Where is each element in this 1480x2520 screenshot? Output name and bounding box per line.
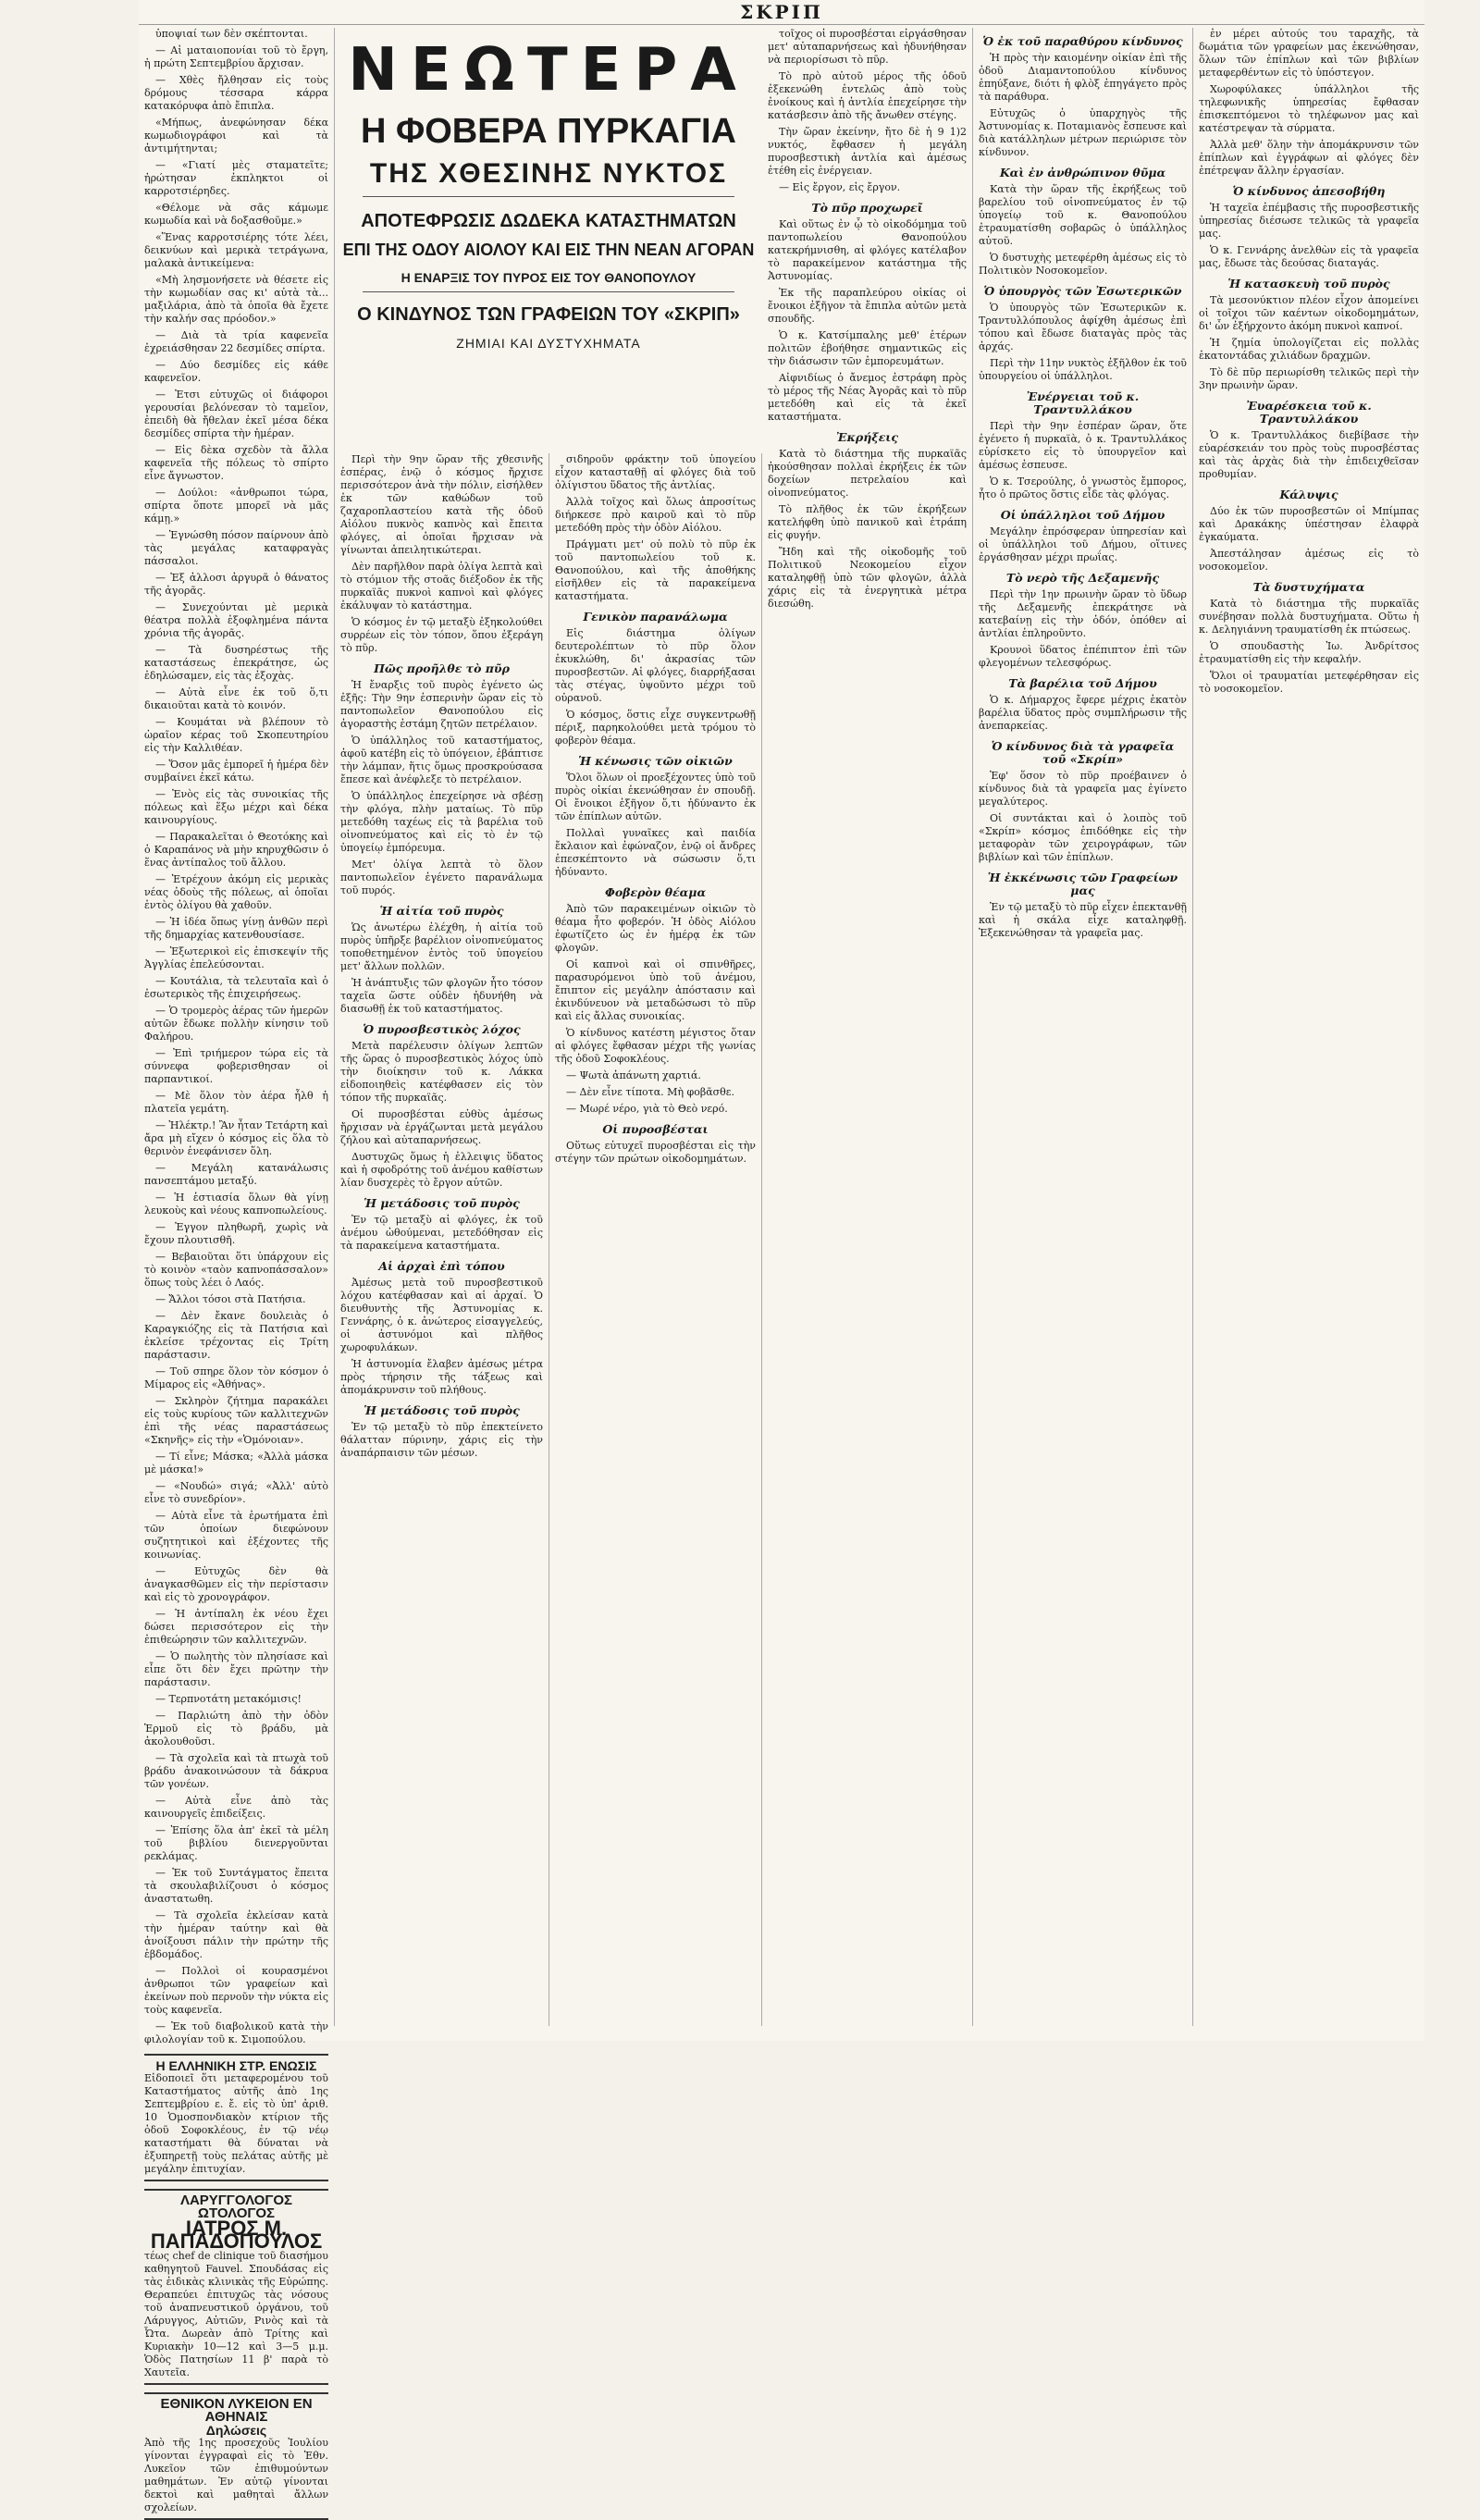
article-paragraph: Μετ' ὀλίγα λεπτὰ τὸ ὅλον παντοπωλεῖον ἐγένετο παρανάλωμα τοῦ πυρός. [340, 859, 543, 896]
article-paragraph: — Μωρέ νέρο, γιὰ τὸ Θεὸ νερό. [566, 1103, 728, 1115]
article-paragraph: Ἡ ταχεῖα ἐπέμβασις τῆς πυροσβεστικῆς ὑπηρεσίας διέσωσε τελικῶς τὰ γραφεῖα μας. [1199, 202, 1419, 240]
article-paragraph: Ὁ ὑπάλληλος ἐπεχείρησε νὰ σβέσῃ τὴν φλόγα, πλὴν ματαίως. Τὸ πῦρ μετεδόθη ταχέως εἰς τὰ βαρέλια τοῦ οἰνοπνεύματος καὶ εἰς τὸ ἐν τῷ ὑπογείῳ ἐμπόρευμα. [340, 790, 543, 854]
brief-paragraph: — Κουτάλια, τὰ τελευταῖα καὶ ὁ ἐσωτερικὸς τῆς ἐπιχειρήσεως. [144, 975, 328, 1000]
article-paragraph: Ἡ ἔναρξις τοῦ πυρὸς ἐγένετο ὡς ἐξῆς: Τὴν 9ην ἑσπερινὴν ὥραν εἰς τὸ παντοπωλεῖον Θανοπούλου εἰς ἀγοραστὴς ἐστάμη ζητῶν πετρέλαιον. [340, 679, 543, 730]
brief-paragraph: — Κουμάται νὰ βλέπουν τὸ ὡραῖον κέρας τοῦ Σκοπευτηρίου εἰς τὴν Καλλιθέαν. [144, 716, 328, 754]
article-paragraph: — Εἰς ἔργον, εἰς ἔργον. [779, 181, 901, 193]
headline-block [335, 28, 762, 453]
column-4 [762, 28, 973, 2026]
article-paragraph: Τὴν ὥραν ἐκείνην, ἤτο δὲ ἡ 9 1)2 νυκτός, ἔφθασεν ἡ μεγάλη πυροσβεστικὴ ἀντλία καὶ ἀμέσως ἐτέθη εἰς ἐνέργειαν. [768, 126, 967, 177]
brief-paragraph: «Μήπως, ἀνεφώνησαν δέκα κωμωδιογράφοι καὶ τὰ ἀντιμήτηνται; [144, 117, 328, 154]
article-paragraph: Οἱ πυροσβέσται εὐθὺς ἀμέσως ἤρχισαν νὰ ἐργάζωνται μετὰ μεγάλου ζήλου καὶ αὐταπαρνήσεως. [340, 1108, 543, 1146]
subheading: Κάλυψις [1279, 488, 1338, 501]
article-paragraph: Ἐν τῷ μεταξὺ αἱ φλόγες, ἐκ τοῦ ἀνέμου ὠθούμεναι, μετεδόθησαν εἰς τὰ παρακείμενα καταστήματα. [340, 1214, 543, 1252]
brief-paragraph: — Εὐτυχῶς δὲν θὰ ἀναγκασθῶμεν εἰς τὴν περίστασιν καὶ εἰς τὸ χρονογράφον. [144, 1565, 328, 1603]
notice-box [144, 2054, 328, 2181]
article-paragraph: ἐν μέρει αὐτούς του ταραχῆς, τὰ δωμάτια τῶν γραφείων μας ἐκενώθησαν, ὅλων τῶν ἐπίπλων καὶ τῶν βιβλίων μεταφερθέντων εἰς τὸ ὑπόστεγον. [1199, 28, 1419, 79]
brief-paragraph: «Θέλομε νὰ σᾶς κάμωμε κωμωδία καὶ νὰ δοξασθοῦμε.» [144, 202, 328, 227]
doctor-ad [144, 2189, 328, 2385]
brief-paragraph: — Τοῦ σπηρε ὅλον τὸν κόσμον ὁ Μίμαρος εἰς «Ἀθήνας». [144, 1365, 328, 1390]
brief-paragraph: — Εἰς δὲκα σχεδὸν τὰ ἄλλα καφενεῖα τῆς πόλεως τὸ σπίρτο εἶνε ἄγνωστον. [144, 444, 328, 482]
article-paragraph: Κατὰ τὴν ὥραν τῆς ἐκρήξεως τοῦ βαρελίου τοῦ οἰνοπνεύματος ἐν τῷ ὑπογείῳ τοῦ κ. Θανοπούλου ἐτραυματίσθη σοβαρῶς ὁ ὑπάλληλος αὐτοῦ. [979, 183, 1187, 247]
ad2-text: Ἀπὸ τῆς 1ης προσεχοῦς Ἰουλίου γίνονται ἐγγραφαὶ εἰς τὸ Ἐθν. Λυκεῖον τῶν ἐπιθυμούντων μαθημάτων. Ἐν αὐτῷ γίνονται δεκτοὶ καὶ μαθηταὶ ἄλλων σχολείων. [144, 2437, 328, 2514]
notice-title: Η ΕΛΛΗΝΙΚΗ ΣΤΡ. ΕΝΩΣΙΣ [155, 2058, 317, 2073]
article-paragraph: Εὐτυχῶς ὁ ὑπαρχηγὸς τῆς Ἀστυνομίας κ. Ποταμιανὸς ἔσπευσε καὶ διὰ κατάλληλων μέτρων περιώρισε τὸν κίνδυνον. [979, 107, 1187, 158]
subheading: Τὸ νερὸ τῆς Δεξαμενῆς [1005, 571, 1160, 585]
subheading: Οἱ πυροσβέσται [602, 1122, 709, 1136]
brief-paragraph: — Αὐτὰ εἶνε ἐκ τοῦ ὅ,τι δικαιοῦται κατὰ τὸ κοινόν. [144, 686, 328, 711]
article-paragraph: Ἀλλὰ μεθ' ὅλην τὴν ἀπομάκρυνσιν τῶν ἐπίπλων καὶ ἐγγράφων αἱ φλόγες δὲν ἐπέτρεψαν ἄλλην ἐργασίαν. [1199, 139, 1419, 177]
ad2-title: ΕΘΝΙΚΟΝ ΛΥΚΕΙΟΝ ΕΝ ΑΘΗΝΑΙΣ [160, 2396, 313, 2425]
article-paragraph: Τὸ πρὸ αὐτοῦ μέρος τῆς ὁδοῦ ἐξεκενώθη ἐντελῶς ἀπὸ τοὺς ἐνοίκους καὶ ἡ ἀντλία ἐπεχείρησε τὴν κατάσβεσιν ἀπὸ τῆς ἄνωθεν στέγης. [768, 70, 967, 121]
brief-paragraph: — Ἐξωτερικοὶ εἰς ἐπισκεψίν τῆς Ἀγγλίας ἐπελεύσονται. [144, 945, 328, 970]
article-paragraph: Ὁ κ. Τσερούλης, ὁ γνωστὸς ἔμπορος, ἦτο ὁ πρῶτος ὅστις εἶδε τὰς φλόγας. [979, 476, 1187, 500]
subheading: Ἡ κατασκευὴ τοῦ πυρὸς [1227, 277, 1390, 290]
ad-name: ΙΑΤΡΟΣ Μ. ΠΑΠΑΔΟΠΟΥΛΟΣ [150, 2217, 323, 2253]
column-2 [335, 453, 549, 2026]
headline-rule [363, 196, 734, 197]
article-paragraph: Περὶ τὴν 1ην πρωινὴν ὥραν τὸ ὕδωρ τῆς Δεξαμενῆς ἐπεκράτησε νὰ κατεβαίνῃ εἰς τὴν ὁδόν, ὁπόθεν αἱ ἀντλίαι ἐπληροῦντο. [979, 588, 1187, 639]
article-paragraph: Ὁ ὑπάλληλος τοῦ καταστήματος, ἀφοῦ κατέβη εἰς τὸ ὑπόγειον, ἐβάπτισε τὴν λάμπαν, ἥτις ὅμως προσκρούσασα ἔπεσε καὶ ἀνέφλεξε τὸ πετρέλαιον. [340, 735, 543, 785]
article-paragraph: Κατὰ τὸ διάστημα τῆς πυρκαϊᾶς συνέβησαν πολλὰ δυστυχήματα. Οὕτω ἡ κ. Δεληγιάννη τραυματίσθη ἐκ πτώσεως. [1199, 598, 1419, 636]
brief-paragraph: — Ἐπίσης ὅλα ἀπ' ἐκεῖ τὰ μέλη τοῦ βιβλίου διενεργοῦνται ρεκλάμας. [144, 1824, 328, 1862]
brief-paragraph: — Ἐγγον πληθωρῆ, χωρὶς νὰ ἔχουν πλουτισθῆ. [144, 1221, 328, 1246]
column-3 [549, 453, 762, 2026]
article-paragraph: Περὶ τὴν 9ην ἑσπέραν ὥραν, ὅτε ἐγένετο ἡ πυρκαϊὰ, ὁ κ. Τραντυλλάκος εὑρίσκετο εἰς τὸ ὑπουργεῖον καὶ ἀμέσως ἐσπευσε. [979, 420, 1187, 471]
article-paragraph: Δὲν παρῆλθον παρὰ ὀλίγα λεπτὰ καὶ τὸ στόμιον τῆς στοᾶς διέξοδον ἐκ τῆς πυρκαϊᾶς πυκνοὶ καπνοὶ καὶ φλόγες ἐκάλυψαν τὸ κατάστημα. [340, 561, 543, 611]
subheading: Φοβερὸν θέαμα [604, 885, 707, 899]
article-paragraph: Καὶ οὕτως ἐν ᾧ τὸ οἰκοδόμημα τοῦ παντοπωλείου Θανοπούλου κατεκρήμνισθη, αἱ φλόγες κατέλαβον τὸ παρακείμενον κατάστημα τῆς Ἀστυνομίας. [768, 218, 967, 282]
column-5 [973, 28, 1193, 2026]
article-paragraph: Ὁ κόσμος, ὅστις εἶχε συγκεντρωθῇ πέριξ, παρηκολούθει μετὰ τρόμου τὸ φοβερὸν θέαμα. [555, 709, 756, 747]
article-paragraph: Χωροφύλακες ὑπάλληλοι τῆς τηλεφωνικῆς ὑπηρεσίας ἔφθασαν ἐπισκεπτόμενοι τὸ τηλέφωνον μας καὶ κατέστρεψαν τὰ σύρματα. [1199, 83, 1419, 134]
ad-text: τέως chef de clinique τοῦ διασήμου καθηγητοῦ Fauvel. Σπουδάσας εἰς τὰς ἐιδικὰς κλινικὰς τῆς Εὐρώπης. Θεραπεύει ἐπιτυχῶς τὰς νόσους τοῦ ἀναπνευστικοῦ ὀργάνου, τοῦ Λάρυγγος, Αὐτιῶν, Ρινὸς καὶ τὰ Ὦτα. Δωρεὰν ἀπὸ Τρίτης καὶ Κυριακὴν 10—12 καὶ 3—5 μ.μ. Ὁδὸς Πατησίων 11 β' παρὰ τὸ Χαυτεῖα. [144, 2250, 328, 2378]
brief-paragraph: — Ἐτσι εὐτυχῶς οἱ διάφοροι γερουσίαι βελόνεσαν τὸ ταμεῖον, ἐπειδὴ θὰ ἤθελαν ἐκεῖ μέσα δέκα δεσμίδες σπίρτα τὴν ἡμέραν. [144, 389, 328, 439]
brief-paragraph: — Αὐτὰ εἶνε τὰ ἐρωτήματα ἐπὶ τῶν ὁποίων διεφώνουν συζητητικοὶ καὶ ἐξέχοντες τῆς κοινωνίας. [144, 1510, 328, 1561]
brief-paragraph: — Συνεχούνται μὲ μερικὰ θέατρα πολλὰ ἐξοφλημένα πάντα χρόνια τῆς ἀγορᾶς. [144, 601, 328, 639]
article-paragraph: Ὁ κόσμος ἐν τῷ μεταξὺ ἐξηκολούθει συρρέων εἰς τὸν τόπον, ὅπου ἐξεράγη τὸ πῦρ. [340, 616, 543, 654]
subheading: Ὁ ὑπουργὸς τῶν Ἐσωτερικῶν [983, 284, 1182, 298]
brief-paragraph: — Δούλοι: «ἀνθρωποι τώρα, σπίρτα ὅποτε μπορεῖ νὰ μᾶς κάμῃ.» [144, 487, 328, 525]
article-paragraph: σιδηροῦν φράκτην τοῦ ὑπογείου εἶχον κατασταθῇ αἱ φλόγες διὰ τοῦ ὀλίγιστου ὕδατος τῆς ἀντλίας. [555, 453, 756, 491]
article-paragraph: — Δὲν εἶνε τίποτα. Μὴ φοβᾶσθε. [566, 1086, 734, 1098]
brief-paragraph: — Αὐτὰ εἶνε ἀπὸ τὰς καινουργεῖς ἐπιδείξεις. [144, 1795, 328, 1820]
article-paragraph: Ὁ δυστυχὴς μετεφέρθη ἀμέσως εἰς τὸ Πολιτικὸν Νοσοκομεῖον. [979, 252, 1187, 277]
subheading: Τὸ πῦρ προχωρεῖ [811, 201, 923, 215]
headline-deck-2: ΕΠΙ ΤΗΣ ΟΔΟΥ ΑΙΟΛΟΥ ΚΑΙ ΕΙΣ ΤΗΝ ΝΕΑΝ ΑΓΟΡΑΝ [342, 241, 755, 259]
article-paragraph: Κατὰ τὸ διάστημα τῆς πυρκαϊᾶς ἠκούσθησαν πολλαὶ ἐκρήξεις ἐκ τῶν δοχείων πετρελαίου καὶ οἰνοπνεύματος. [768, 448, 967, 499]
article-paragraph: Πολλαὶ γυναῖκες καὶ παιδία ἔκλαιον καὶ ἐφώναζον, ἐνῷ οἱ ἄνδρες ἐπεσκέπτοντο νὰ σώσωσιν ὅ,τι ἠδύναντο. [555, 827, 756, 878]
article-paragraph: Ἐν τῷ μεταξὺ τὸ πῦρ ἐπεκτείνετο θάλατταν πύρινην, χάρις εἰς τὴν ἀναπάρπαισιν τῶν μέσων. [340, 1421, 543, 1459]
brief-paragraph: — Ὁ τρομερὸς ἀέρας τῶν ἡμερῶν αὐτῶν ἔδωκε πολλὴν κίνησιν τοῦ Φαλήρου. [144, 1005, 328, 1043]
headline-deck-3: Η ΕΝΑΡΞΙΣ ΤΟΥ ΠΥΡΟΣ ΕΙΣ ΤΟΥ ΘΑΝΟΠΟΥΛΟΥ [401, 270, 697, 285]
brief-paragraph: — Ἐκ τοῦ Συντάγματος ἔπειτα τὰ σκουλαβιλίζουσι ὁ κόσμος ἀναστατωθη. [144, 1867, 328, 1905]
article-paragraph: Ὁ κ. Δήμαρχος ἔφερε μέχρις ἑκατὸν βαρέλια ὕδατος πρὸς συμπλήρωσιν τῆς ἀνεπαρκείας. [979, 694, 1187, 732]
headline-kicker: ΝΕΩΤΕΡΑ [348, 36, 749, 105]
brief-paragraph: — Ἡλέκτρ.! Ἂν ἦταν Τετάρτη καὶ ἄρα μὴ εἴχεν ὁ κόσμος εἰς ὅλα τὸ θερινὸν ἐνεφάνισεν ὅλη. [144, 1119, 328, 1157]
article-paragraph: Ἡ ζημία ὑπολογίζεται εἰς πολλὰς ἑκατοντάδας χιλιάδων δραχμῶν. [1199, 337, 1419, 362]
brief-paragraph: — Παρακαλεῖται ὁ Θεοτόκης καὶ ὁ Καραπάνος νὰ μὴν κηρυχθῶσιν ὁ ἕνας ἀντίπαλος τοῦ ἄλλου. [144, 831, 328, 869]
subheading: Ἡ αἰτία τοῦ πυρὸς [379, 904, 504, 918]
subheading: Ὁ πυροσβεστικὸς λόχος [363, 1022, 521, 1036]
brief-paragraph: — Παρλιώτη ἀπὸ τὴν ὀδὸν Ἑρμοῦ εἰς τὸ βράδυ, μὰ ἀκολουθοῦσι. [144, 1710, 328, 1748]
article-paragraph: Οἱ συντάκται καὶ ὁ λοιπὸς τοῦ «Σκρίπ» κόσμος ἐπιδόθηκε εἰς τὴν μεταφορὰν τῶν χειρογράφων, τῶν βιβλίων καὶ τῶν ἐπίπλων. [979, 812, 1187, 863]
ad-title: ΛΑΡΥΓΓΟΛΟΓΟΣ ΩΤΟΛΟΓΟΣ [179, 2193, 293, 2221]
brief-paragraph: — Χθὲς ἤλθησαν εἰς τοὺς δρόμους τέσσαρα κάρρα κατακόρυφα ἀπὸ ἔπιπλα. [144, 74, 328, 112]
article-paragraph: Ὁ κ. Κατσίμπαλης μεθ' ἑτέρων πολιτῶν ἐβοήθησε σημαντικῶς εἰς τὴν διάσωσιν τῶν ἐμπορευμάτων. [768, 329, 967, 367]
article-paragraph: Ἡ ἀστυνομία ἔλαβεν ἀμέσως μέτρα πρὸς τήρησιν τῆς τάξεως καὶ ἀπομάκρυνσιν τοῦ πλήθους. [340, 1358, 543, 1396]
article-paragraph: Τὰ μεσονύκτιον πλέον εἶχον ἀπομείνει οἱ τοῖχοι τῶν καέντων οἰκοδομημάτων, δι' ὧν ἐξήρχοντο ἀκόμη πυκνοὶ καπνοί. [1199, 294, 1419, 332]
subheading: Ὁ κίνδυνος ἀπεσοβήθη [1232, 184, 1386, 198]
headline-deck-5: ΖΗΜΙΑΙ ΚΑΙ ΔΥΣΤΥΧΗΜΑΤΑ [456, 336, 641, 351]
brief-paragraph: — Τὰ δυσηρέστως τῆς καταστάσεως ἐπεκράτησε, ὡς ἐδηλώσαμεν, εἰς τὰς ἐξοχὰς. [144, 644, 328, 682]
article-paragraph: Ὁ κ. Τραντυλλάκος διεβίβασε τὴν εὐαρέσκειάν του πρὸς τοὺς πυροσβέστας καὶ τὰς ἀρχὰς διὰ τὴν ἐπιδειχθεῖσαν προθυμίαν. [1199, 429, 1419, 480]
column-6 [1193, 28, 1424, 2026]
ad2-subtitle: Δηλώσεις [205, 2423, 267, 2438]
brief-paragraph: — Ἐτρέχουν ἀκόμη εἰς μερικὰς νέας ὁδοὺς τῆς πόλεως, αἱ ὁποῖαι ἐντὸς ὀλίγου θὰ χαθοῦν. [144, 873, 328, 911]
subheading: Ὁ κίνδυνος διὰ τὰ γραφεῖα τοῦ «Σκρίπ» [991, 739, 1175, 766]
column-1 [139, 28, 335, 2514]
brief-paragraph: — Μεγάλη κατανάλωσις πανσεπτάμου μεταξύ. [144, 1162, 328, 1187]
brief-paragraph: — Ὅσον μᾶς ἐμπορεῖ ἡ ἡμέρα δὲν συμβαίνει ἐκεῖ κάτω. [144, 759, 328, 784]
subheading: Καὶ ἐν ἀνθρώπινον θῦμα [999, 166, 1166, 179]
brief-paragraph: — Δὲν ἔκανε δουλειὰς ὁ Καραγκιόζης εἰς τὰ Πατήσια καὶ ἐκλείσε τρέχοντας εἰς Τρίτη παράστασιν. [144, 1310, 328, 1361]
article-paragraph: Περὶ τὴν 9ην ὥραν τῆς χθεσινῆς ἑσπέρας, ἐνῷ ὁ κόσμος ἤρχισε περισσότερον ἀνὰ τὴν πόλιν, εἰσήλθεν ἐκ τῶν καθώδων τοῦ ζαχαροπλαστείου κατὰ τῆς ὁδοῦ Αἰόλου πυκνὸς καπνὸς καὶ ἔπειτα φλόγες, αἱ ὁποῖαι ἤρχισαν νὰ γίνωνται ἀπειλητικώτεραι. [340, 453, 543, 556]
brief-paragraph: — Διὰ τὰ τρία καφενεῖα ἐχρειάσθησαν 22 δεσμίδες σπίρτα. [144, 329, 328, 354]
article-paragraph: Ἡ ἀνάπτυξις τῶν φλογῶν ἦτο τόσον ταχεῖα ὥστε οὐδὲν ἠδυνήθη νὰ διασωθῇ ἐκ τοῦ καταστήματος. [340, 977, 543, 1015]
subheading: Οἱ ὑπάλληλοι τοῦ Δήμου [1000, 508, 1166, 522]
brief-paragraph: — Ὁ πωλητὴς τὸν πλησίασε καὶ εἶπε ὅτι δὲν ἔχει πρῶτην τὴν παράστασιν. [144, 1650, 328, 1688]
brief-paragraph: — Τὰ σχολεῖα καὶ τὰ πτωχὰ τοῦ βράδυ ἀνακοινώσουν τὰ δάκρυα τῶν γονέων. [144, 1752, 328, 1790]
col1-briefs [144, 28, 328, 2046]
brief-paragraph: — Τί εἶνε; Μάσκα; «Ἀλλὰ μάσκα μὲ μάσκα!» [144, 1451, 328, 1476]
brief-paragraph: — Βεβαιοῦται ὅτι ὑπάρχουν εἰς τὸ κοινὸν «ταὸν καπνοπάσσαλον» ὅπως τοὺς λέει ὁ Λαός. [144, 1251, 328, 1289]
article-paragraph: Ὅλοι οἱ τραυματίαι μετεφέρθησαν εἰς τὸ νοσοκομεῖον. [1199, 670, 1419, 695]
article-paragraph: Δύο ἐκ τῶν πυροσβεστῶν οἱ Μπίμπας καὶ Δρακάκης ὑπέστησαν ἐλαφρὰ ἐγκαύματα. [1199, 505, 1419, 543]
article-paragraph: Περὶ τὴν 11ην νυκτὸς ἐξῆλθον ἐκ τοῦ ὑπουργείου οἱ ὑπάλληλοι. [979, 357, 1187, 382]
article-paragraph: Ὁ κίνδυνος κατέστη μέγιστος ὅταν αἱ φλόγες ἔφθασαν μέχρι τῆς γωνίας τῆς ὁδοῦ Σοφοκλέους. [555, 1027, 756, 1065]
headline-rule [363, 291, 734, 292]
brief-paragraph: — Δύο δεσμίδες εἰς κάθε καφενεῖον. [144, 359, 328, 384]
article-paragraph: Ὁ κ. Γεννάρης ἀνελθὼν εἰς τὰ γραφεῖα μας, ἔδωσε τὰς δεούσας διαταγάς. [1199, 244, 1419, 269]
subheading: Ἐυαρέσκεια τοῦ κ. Τραντυλλάκου [1246, 399, 1372, 426]
brief-paragraph: «Μὴ λησμονήσετε νὰ θέσετε εἰς τὴν κωμωδίαν σας κι' αὐτὰ τὰ... μαξιλάρια, ἀπὸ τὰ ὁποῖα θὰ ἔχετε τὴν καλήν σας πρόοδον.» [144, 274, 328, 325]
subheading: Τὰ βαρέλια τοῦ Δήμου [1008, 676, 1157, 690]
headline-main: Η ΦΟΒΕΡΑ ΠΥΡΚΑΓΙΑ [361, 112, 736, 151]
brief-paragraph: — Μὲ ὅλον τὸν ἀέρα ἦλθ ἡ πλατεῖα γεμάτη. [144, 1090, 328, 1115]
brief-paragraph: — Ἄλλοι τόσοι στὰ Πατήσια. [155, 1293, 306, 1305]
article-paragraph: Ὅλοι ὅλων οἱ προεξέχοντες ὑπὸ τοῦ πυρὸς οἰκίαι ἐκενώθησαν ἐν σπουδῇ. Οἱ ἔνοικοι ἐξῆγον ὅ,τι ἠδύναντο ἐκ τῶν ἐπίπλων αὐτῶν. [555, 772, 756, 822]
brief-paragraph: ὑποψιαί των δὲν σκέπτονται. [155, 28, 308, 40]
running-head: ΣΚΡΙΠ [139, 0, 1424, 25]
subheading: Ὁ ἐκ τοῦ παραθύρου κίνδυνος [982, 34, 1183, 48]
newspaper-page [139, 0, 1424, 2514]
article-paragraph: Αἰφνιδίως ὁ ἄνεμος ἐστράφη πρὸς τὸ μέρος τῆς Νέας Ἀγορᾶς καὶ τὸ πῦρ μετεδόθη καὶ εἰς τὰ ἐκεῖ καταστήματα. [768, 372, 967, 423]
subheading: Πῶς προῆλθε τὸ πῦρ [374, 661, 510, 675]
article-paragraph: Ἀπεστάλησαν ἀμέσως εἰς τὸ νοσοκομεῖον. [1199, 548, 1419, 573]
article-paragraph: Εἰς διάστημα ὀλίγων δευτερολέπτων τὸ πῦρ ὅλον ἐκυκλώθη, δι' ἀκρασίας τῶν πυροσβεστῶν. Αἱ φλόγες, διαρρήξασαι τὰς στέγας, ὑψοῦντο μέχρι τοῦ οὐρανοῦ. [555, 627, 756, 704]
brief-paragraph: — Αἱ ματαιοπονίαι τοῦ τὸ ἔργη, ἡ πρώτη Σεπτεμβρίου ἄρχισαν. [144, 44, 328, 69]
brief-paragraph: — Πολλοὶ οἱ κουρασμένοι ἀνθρωποι τῶν γραφείων καὶ ἐκείνων ποὺ περνοῦν τὴν νύκτα εἰς τοὺς καφενεῖα. [144, 1965, 328, 2016]
subheading: Ἡ μετάδοσις τοῦ πυρὸς [364, 1403, 520, 1417]
article-paragraph: Ἀμέσως μετὰ τοῦ πυροσβεστικοῦ λόχου κατέφθασαν καὶ αἱ ἀρχαί. Ὁ διευθυντὴς τῆς Ἀστυνομίας κ. Γεννάρης, ὁ κ. ἀνώτερος εἰσαγγελεύς, οἱ ἀστυνόμοι καὶ πλῆθος χωροφυλάκων. [340, 1277, 543, 1353]
brief-paragraph: — Ἐκ τοῦ διαβολικοῦ κατὰ τὴν φιλολογίαν τοῦ κ. Σιμοπούλου. [144, 2020, 328, 2045]
article-paragraph: Ὡς ἀνωτέρω ἐλέχθη, ἡ αἰτία τοῦ πυρὸς ὑπῆρξε βαρέλιον οἰνοπνεύματος τοποθετημένον ἐντὸς τοῦ ὑπογείου μετ' ἄλλων πολλῶν. [340, 921, 543, 972]
article-paragraph: — Ψωτὰ ἀπάνωτη χαρτιά. [566, 1069, 701, 1081]
brief-paragraph: — Ἡ ἀντίπαλη ἐκ νέου ἔχει δώσει περισσότερον εἰς τὴν ἐπιθεώρησιν τῶν καλλιτεχνῶν. [144, 1608, 328, 1646]
article-paragraph: Ἐν τῷ μεταξὺ τὸ πῦρ εἶχεν ἐπεκτανθῇ καὶ ἡ σκάλα εἶχε καταληφθῇ. Ἐξεκενώθησαν τὰ γραφεῖα μας. [979, 901, 1187, 939]
article-paragraph: Ὁ σπουδαστὴς Ἰω. Ἀνδρίτσος ἐτραυματίσθη εἰς τὴν κεφαλήν. [1199, 640, 1419, 665]
headline-deck-1: ΑΠΟΤΕΦΡΩΣΙΣ ΔΩΔΕΚΑ ΚΑΤΑΣΤΗΜΑΤΩΝ [361, 211, 736, 231]
article-paragraph: Ἡ πρὸς τὴν καιομένην οἰκίαν ἐπὶ τῆς ὁδοῦ Διαμαντοπούλου κίνδυνος ἐπηύξανε, διότι ἡ φλὸξ ἐπηγάγετο πρὸς τὰ παράθυρα. [979, 52, 1187, 103]
article-paragraph: Πράγματι μετ' οὐ πολὺ τὸ πῦρ ἐκ τοῦ παντοπωλείου τοῦ κ. Θανοπούλου, καὶ τῆς ἀποθήκης εἰσῆλθεν εἰς τὰ παρακείμενα καταστήματα. [555, 538, 756, 602]
subheading: Ἡ μετάδοσις τοῦ πυρὸς [364, 1196, 520, 1210]
brief-paragraph: — Ἐνὸς εἰς τὰς συνοικίας τῆς πόλεως καὶ ἕξω μέχρι καὶ δέκα καινουργίους. [144, 788, 328, 826]
article-paragraph: Τὸ δὲ πῦρ περιωρίσθη τελικῶς περὶ τὴν 3ην πρωινὴν ὥραν. [1199, 366, 1419, 391]
brief-paragraph: — Τερπνοτάτη μετακόμισις! [155, 1693, 302, 1705]
article-paragraph: Οἱ καπνοὶ καὶ οἱ σπινθῆρες, παρασυρόμενοι ὑπὸ τοῦ ἀνέμου, ἔπιπτον εἰς μεγάλην ἀπόστασιν καὶ ἐκινδύνευον νὰ μεταδώσωσι τὸ πῦρ καὶ εἰς ἄλλας συνοικίας. [555, 958, 756, 1022]
article-paragraph: Ἐκ τῆς παραπλεύρου οἰκίας οἱ ἔνοικοι ἐξῆγον τὰ ἔπιπλα αὐτῶν μετὰ σπουδῆς. [768, 287, 967, 325]
subheading: Αἱ ἀρχαὶ ἐπὶ τόπου [378, 1259, 505, 1273]
brief-paragraph: — Ἐξ ἀλλοσι ἀργυρᾶ ὁ θάνατος τῆς ἀγορᾶς. [144, 572, 328, 597]
brief-paragraph: — Ἐγνώσθη πόσον παίρνουν ἀπὸ τὰς μεγάλας καταφραγὰς πάσσαλοι. [144, 529, 328, 567]
subheading: Τὰ δυστυχήματα [1252, 580, 1365, 594]
article-paragraph: Τὸ πλῆθος ἐκ τῶν ἐκρήξεων κατελήφθη ὑπὸ πανικοῦ καὶ ἐτράπη εἰς φυγήν. [768, 503, 967, 541]
brief-paragraph: «Ἕνας καρροτσιέρης τότε λέει, δεικνύων καὶ μερικὰ τετράγωνα, μαλακὰ ἀντικείμενα: [144, 231, 328, 269]
article-paragraph: Κρουνοὶ ὕδατος ἐπέπιπτον ἐπὶ τῶν φλεγομένων τελεσφόρως. [979, 644, 1187, 669]
article-paragraph: Ἐφ' ὅσον τὸ πῦρ προέβαινεν ὁ κίνδυνος διὰ τὰ γραφεῖα μας ἐγίνετο μεγαλύτερος. [979, 770, 1187, 808]
subheading: Ἡ κένωσις τῶν οἰκιῶν [578, 754, 733, 768]
subheading: Ἐνέργειαι τοῦ κ. Τραντυλλάκου [1026, 389, 1140, 416]
headline-sub: ΤΗΣ ΧΘΕΣΙΝΗΣ ΝΥΚΤΟΣ [369, 158, 728, 189]
article-paragraph: Ἤδη καὶ τῆς οἰκοδομῆς τοῦ Πολιτικοῦ Νεοκομείου εἶχον καταληφθῇ ὑπὸ τῶν φλογῶν, ἀλλὰ χάρις εἰς τὰ ἐνεργητικὰ μέτρα διεσώθη. [768, 546, 967, 610]
article-paragraph: Μεγάλην ἐπρόσφεραν ὑπηρεσίαν καὶ οἱ ὑπάλληλοι τοῦ Δήμου, οἵτινες ἐργάσθησαν μέχρι πρωΐας. [979, 525, 1187, 563]
article-paragraph: Ὁ ὑπουργὸς τῶν Ἐσωτερικῶν κ. Τραντυλλόπουλος ἀφίχθη ἀμέσως ἐπὶ τόπου καὶ ἔδωσε διαταγὰς πρὸς τὰς ἀρχάς. [979, 302, 1187, 352]
notice-text: Εἰδοποιεῖ ὅτι μεταφερομένου τοῦ Καταστήματος αὐτῆς ἀπὸ 1ης Σεπτεμβρίου ε. ἔ. εἰς τὸ ὑπ' ἀριθ. 10 Ὁμοσπονδιακὸν κτίριον τῆς ὁδοῦ Σοφοκλέους, ἐν τῷ νέῳ καταστήματι θὰ δύναται νὰ ἐξυπηρετῇ τοὺς πελάτας αὐτῆς μὲ μεγάλην ἐπιτυχίαν. [144, 2072, 328, 2175]
subheading: Ἡ ἐκκένωσις τῶν Γραφείων μας [987, 871, 1178, 897]
article-paragraph: Ἀλλὰ τοῖχος καὶ ὅλως ἀπροσίτως διήρκεσε πρὸ καιροῦ καὶ τὸ πῦρ μετεδόθη πρὸς τὴν ὁδὸν Αἰόλου. [555, 496, 756, 534]
subheading: Γενικὸν παρανάλωμα [583, 610, 728, 624]
lyceum-ad [144, 2392, 328, 2520]
article-paragraph: τοῖχος οἱ πυροσβέσται εἰργάσθησαν μετ' αὐταπαρνήσεως καὶ ἠδυνήθησαν νὰ περιορίσωσι τὸ πῦρ. [768, 28, 967, 66]
article-paragraph: Ἀπὸ τῶν παρακειμένων οἰκιῶν τὸ θέαμα ἦτο φοβερόν. Ἡ ὁδὸς Αἰόλου ἐφωτίζετο ὡς ἐν ἡμέρᾳ ἐκ τῶν φλογῶν. [555, 903, 756, 954]
article-paragraph: Οὕτως εὐτυχεῖ πυροσβέσται εἰς τὴν στέγην τῶν πρώτων οἰκοδομημάτων. [555, 1140, 756, 1165]
brief-paragraph: — Τὰ σχολεῖα ἐκλείσαν κατὰ τὴν ἡμέραν ταύτην καὶ θὰ ἀνοίξουσι πάλιν τὴν πρώτην τῆς ἑβδομάδος. [144, 1909, 328, 1960]
headline-deck-4: Ο ΚΙΝΔΥΝΟΣ ΤΩΝ ΓΡΑΦΕΙΩΝ ΤΟΥ «ΣΚΡΙΠ» [357, 304, 740, 325]
article-paragraph: Δυστυχῶς ὅμως ἡ ἐλλειψις ὕδατος καὶ ἡ σφοδρότης τοῦ ἀνέμου καθίστων λίαν δυσχερὲς τὸ ἔργον αὐτῶν. [340, 1151, 543, 1189]
article-paragraph: Μετὰ παρέλευσιν ὀλίγων λεπτῶν τῆς ὥρας ὁ πυροσβεστικὸς λόχος ὑπὸ τὴν διοίκησιν τοῦ κ. Λάκκα εἰδοποιηθεὶς κατέφθασεν εἰς τὸν τόπον τῆς πυρκαϊᾶς. [340, 1040, 543, 1104]
subheading: Ἐκρήξεις [836, 430, 898, 444]
brief-paragraph: — «Νουδώ» σιγά; «Ἀλλ' αὐτὸ εἶνε τὸ συνεδρίον». [144, 1480, 328, 1505]
brief-paragraph: — Ἡ ἰδέα ὅπως γίνῃ ἀνθῶν περὶ τῆς δημαρχίας κατενθουσίασε. [144, 916, 328, 941]
brief-paragraph: — «Γιατί μὲς σταματεῖτε; ἠρώτησαν ἐκπληκτοι οἱ καρροτσιέρηδες. [144, 159, 328, 197]
brief-paragraph: — Ἡ ἑστιασία ὅλων θὰ γίνῃ λευκοὺς καὶ νέους καπνοπωλείους. [144, 1192, 328, 1217]
brief-paragraph: — Ἐπὶ τριήμερον τώρα εἰς τὰ σύννεφα φοβερισθησαν οἱ παρπαντικοί. [144, 1047, 328, 1085]
brief-paragraph: — Σκληρὸν ζήτημα παρακάλει εἰς τοὺς κυρίους τῶν καλλιτεχνῶν ἐπὶ τῆς νέας παραστάσεως «Σκηνῆς» εἰς τὴν «Ὁμόνοιαν». [144, 1395, 328, 1446]
